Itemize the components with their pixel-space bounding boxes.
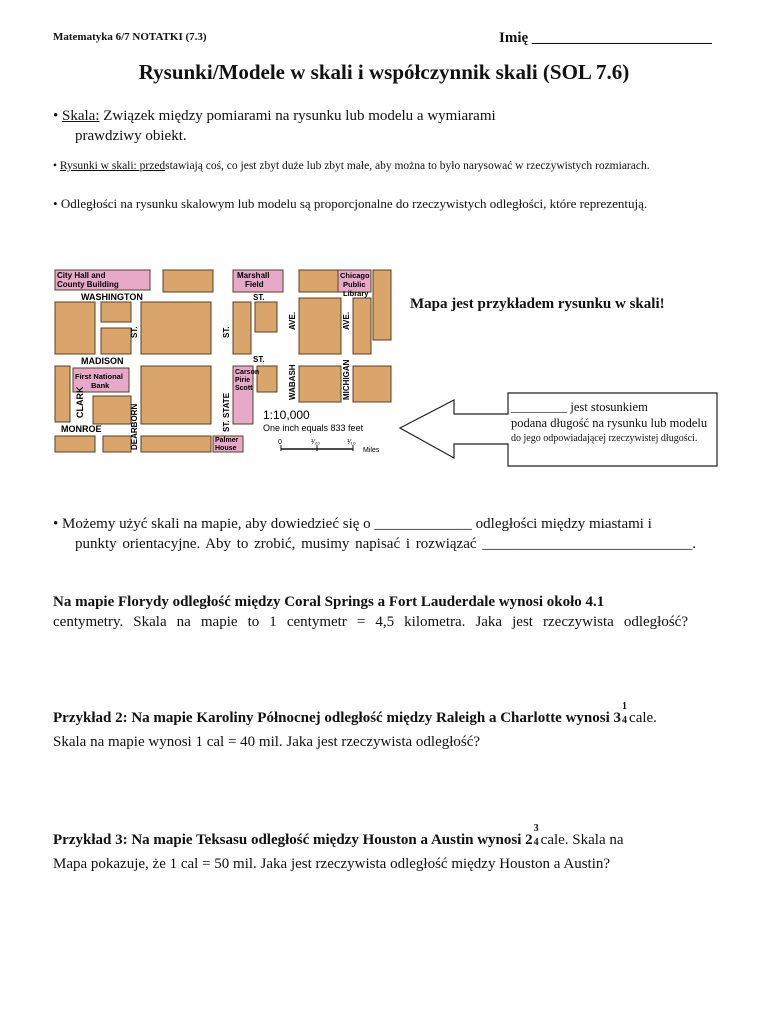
street-label: AVE. [288,311,297,330]
fraction-numerator: 3 [533,823,539,834]
scale-definition-line2: prawdziwy obiekt. [75,128,187,144]
scale-term: Skala: [62,108,100,124]
street-label: ST. [130,326,139,338]
street-label: ST. [222,420,231,432]
scale-ratio: 1:10,000 [263,408,310,422]
page-title: Rysunki/Modele w skali i współczynnik skali (SOL 7.6) [138,60,630,84]
bullet-marker: • [53,160,58,172]
scale-unit-label: Miles [363,447,380,454]
bullet-scale-drawings [53,160,650,172]
map-label: First National [75,372,123,381]
map-scale-text: odległości między miastami i [471,516,652,532]
example-3-bold: Przykład 3: Na mapie Teksasu odległość między Houston a Austin wynosi 2 [53,832,533,848]
map-block [93,396,131,424]
map-label: City Hall and [57,271,106,280]
fill-in-blank: ____________________________ [482,536,693,552]
map-label: Scott [235,385,253,392]
street-label-michigan: MICHIGAN [342,359,351,400]
course-header: Matematyka 6/7 NOTATKI (7.3) [53,31,207,43]
bullet-marker: • [53,108,59,124]
example-2 [53,701,693,754]
map-block [233,302,251,354]
callout-line2: podana długość na rysunku lub modelu [511,416,708,430]
map-block [55,366,70,422]
bullet-scale-definition [53,106,558,146]
map-block [353,298,371,354]
fraction-denominator: 4 [622,715,628,726]
map-label: Library [343,289,369,298]
street-label: ST. [253,293,265,302]
map-label: Chicago [340,271,370,280]
scale-tick-label: ¹⁄₁₀ [347,439,356,446]
example-2-after: cale. [629,710,657,726]
callout-text [511,399,707,447]
street-label-clark: CLARK [75,386,85,418]
mixed-fraction [533,823,541,848]
scale-tick-label: 0 [278,439,282,446]
map-block [299,366,341,402]
map-block [141,436,211,452]
question-1-line2: centymetry. Skala na mapie to 1 centymetr = 4,5 kilometra. Jaka jest rzeczywista odległość? [53,614,688,630]
callout-blank: _________ [511,400,568,414]
map-block [55,302,95,354]
map-label: Carson [235,369,260,376]
street-label: ST. [222,326,231,338]
map-caption: Mapa jest przykładem rysunku w skali! [410,296,665,312]
scale-drawings-term: Rysunki w skali: przed [59,160,166,172]
street-label-washington: WASHINGTON [81,292,143,302]
map-block [299,298,341,354]
street-label: ST. [253,355,265,364]
map-label: Palmer [215,437,239,444]
callout-line1: jest stosunkiem [567,400,648,414]
bullet-marker: • [53,196,58,211]
map-block [353,366,391,402]
map-label: County Building [57,280,119,289]
map-label: Field [245,280,264,289]
mixed-fraction [621,701,629,726]
bullet-map-scale [53,514,696,554]
map-scale-line2-end: . [692,536,696,552]
street-label-wabash: WABASH [288,364,297,400]
map-block [101,302,131,322]
map-block [299,270,341,292]
scale-text: One inch equals 833 feet [263,423,364,433]
name-field-label: Imię ________________________ [499,30,712,46]
map-block [163,270,213,292]
map-label: Pirie [235,377,251,384]
question-1-line1: Na mapie Florydy odległość między Coral Springs a Fort Lauderdale wynosi około 4.1 [53,594,605,610]
map-scale-text: Możemy użyć skali na mapie, aby dowiedzieć się o [62,516,375,532]
proportional-text: Odległości na rysunku skalowym lub modelu są proporcjonalne do rzeczywistych odległości, które reprezentują. [60,196,648,211]
map-scale-line2-text: punkty orientacyjne. Aby to zrobić, musimy napisać i rozwiązać [75,536,483,552]
map-block [141,366,211,424]
example-3-line2: Mapa pokazuje, że 1 cal = 50 mil. Jaka jest rzeczywista odległość między Houston a Austin? [53,856,611,872]
map-block [373,270,391,340]
map-label: Bank [91,381,110,390]
bullet-proportional [53,196,647,212]
map-scale-line2 [53,534,696,554]
street-label-state: STATE [222,392,231,418]
map-block [257,366,277,392]
callout-line3: do jego odpowiadającej rzeczywistej długości. [511,433,698,444]
bullet-marker: • [53,516,59,532]
street-label-madison: MADISON [81,356,124,366]
question-1 [53,592,688,632]
example-2-bold: Przykład 2: Na mapie Karoliny Północnej odległość między Raleigh a Charlotte wynosi 3 [53,710,622,726]
fraction-numerator: 1 [622,701,628,712]
example-2-line2: Skala na mapie wynosi 1 cal = 40 mil. Jaka jest rzeczywista odległość? [53,734,481,750]
map-block [141,302,211,354]
scale-tick-label: ¹⁄₂₀ [311,439,321,446]
chicago-map [53,268,393,454]
street-label: AVE. [342,311,351,330]
example-3 [53,823,693,876]
example-3-after: cale. Skala na [540,832,624,848]
map-block [55,436,95,452]
map-block [255,302,277,332]
map-block [103,436,131,452]
scale-definition: Związek między pomiarami na rysunku lub modelu a wymiarami [99,108,496,124]
street-label-dearborn: DEARBORN [130,403,139,450]
fill-in-blank: _____________ [374,516,472,532]
map-label: Marshall [237,271,270,280]
scale-drawings-definition: stawiają coś, co jest zbyt duże lub zbyt małe, aby można to było narysować w rzeczywistych rozmiarach. [165,160,650,172]
street-label-monroe: MONROE [61,424,102,434]
map-label: Public [343,280,366,289]
fraction-denominator: 4 [533,837,539,848]
map-block [101,328,131,354]
map-label: House [215,445,237,452]
